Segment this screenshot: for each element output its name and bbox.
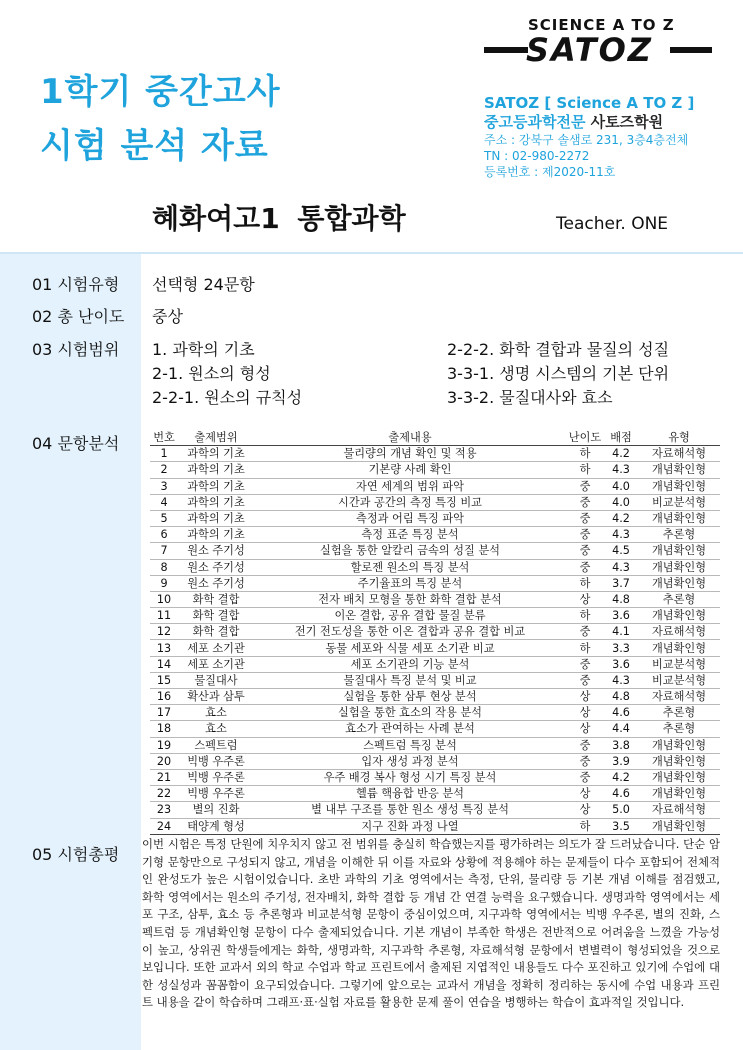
range-item: 2-2-2. 화학 결합과 물질의 성질 — [447, 340, 670, 359]
table-row — [150, 446, 720, 462]
cell-number: 15 — [150, 672, 178, 688]
table-row — [150, 769, 720, 785]
cell-range: 별의 진화 — [178, 802, 254, 818]
cell-range: 확산과 삼투 — [178, 689, 254, 705]
table-row — [150, 737, 720, 753]
cell-difficulty: 중 — [566, 737, 604, 753]
cell-range: 효소 — [178, 721, 254, 737]
cell-difficulty: 중 — [566, 769, 604, 785]
cell-difficulty: 상 — [566, 802, 604, 818]
table-row — [150, 494, 720, 510]
academy-korean-name: 사토즈학원 — [590, 113, 664, 131]
cell-score: 3.7 — [604, 575, 638, 591]
cell-number: 13 — [150, 640, 178, 656]
cell-number: 6 — [150, 527, 178, 543]
cell-range: 과학의 기초 — [178, 478, 254, 494]
cell-score: 4.1 — [604, 624, 638, 640]
cell-score: 3.5 — [604, 818, 638, 834]
cell-range: 빅뱅 우주론 — [178, 786, 254, 802]
academy-tagline — [484, 112, 694, 132]
logo-right-bar — [670, 47, 712, 53]
table-row — [150, 591, 720, 607]
cell-score: 4.3 — [604, 462, 638, 478]
cell-type: 개념확인형 — [638, 640, 720, 656]
cell-score: 4.6 — [604, 786, 638, 802]
cell-type: 개념확인형 — [638, 462, 720, 478]
cell-number: 8 — [150, 559, 178, 575]
cell-score: 3.6 — [604, 608, 638, 624]
cell-number: 1 — [150, 446, 178, 462]
cell-range: 물질대사 — [178, 672, 254, 688]
table-row — [150, 575, 720, 591]
cell-content: 시간과 공간의 측정 특징 비교 — [254, 494, 566, 510]
cell-range: 빅뱅 우주론 — [178, 769, 254, 785]
cell-difficulty: 상 — [566, 721, 604, 737]
cell-type: 개념확인형 — [638, 769, 720, 785]
academy-info — [484, 94, 694, 180]
cell-range: 과학의 기초 — [178, 510, 254, 526]
cell-difficulty: 중 — [566, 510, 604, 526]
title-line2: 시험 분석 자료 — [40, 126, 269, 166]
cell-content: 세포 소기관의 기능 분석 — [254, 656, 566, 672]
cell-number: 2 — [150, 462, 178, 478]
cell-range: 스펙트럼 — [178, 737, 254, 753]
cell-content: 물질대사 특징 분석 및 비교 — [254, 672, 566, 688]
cell-number: 24 — [150, 818, 178, 834]
cell-score: 4.3 — [604, 672, 638, 688]
cell-type: 개념확인형 — [638, 818, 720, 834]
cell-content: 이온 결합, 공유 결합 물질 분류 — [254, 608, 566, 624]
table-row — [150, 624, 720, 640]
cell-range: 빅뱅 우주론 — [178, 753, 254, 769]
cell-score: 4.4 — [604, 721, 638, 737]
academy-registration: 등록번호 : 제2020-11호 — [484, 165, 616, 179]
cell-content: 기본량 사례 확인 — [254, 462, 566, 478]
cell-score: 3.9 — [604, 753, 638, 769]
table-row — [150, 672, 720, 688]
cell-difficulty: 중 — [566, 543, 604, 559]
cell-range: 화학 결합 — [178, 624, 254, 640]
cell-difficulty: 중 — [566, 624, 604, 640]
col-header-content: 출제내용 — [254, 430, 566, 446]
cell-range: 효소 — [178, 705, 254, 721]
academy-name: SATOZ [ Science A TO Z ] — [484, 94, 695, 112]
section-label-type: 01 시험유형 — [32, 275, 120, 294]
cell-score: 4.8 — [604, 591, 638, 607]
cell-content: 실험을 통한 효소의 작용 분석 — [254, 705, 566, 721]
table-row — [150, 543, 720, 559]
cell-difficulty: 하 — [566, 640, 604, 656]
exam-type-value: 선택형 24문항 — [152, 275, 255, 294]
table-row — [150, 640, 720, 656]
cell-type: 비교분석형 — [638, 656, 720, 672]
cell-score: 4.5 — [604, 543, 638, 559]
cell-content: 실험을 통한 삼투 현상 분석 — [254, 689, 566, 705]
cell-type: 추론형 — [638, 527, 720, 543]
cell-range: 과학의 기초 — [178, 446, 254, 462]
cell-score: 4.2 — [604, 446, 638, 462]
cell-score: 3.6 — [604, 656, 638, 672]
cell-difficulty: 중 — [566, 559, 604, 575]
cell-number: 17 — [150, 705, 178, 721]
table-row — [150, 559, 720, 575]
academy-address: 주소 : 강북구 솔샘로 231, 3층4층전체 — [484, 133, 689, 147]
cell-number: 10 — [150, 591, 178, 607]
cell-range: 과학의 기초 — [178, 462, 254, 478]
table-row — [150, 753, 720, 769]
cell-content: 우주 배경 복사 형성 시기 특징 분석 — [254, 769, 566, 785]
cell-content: 할로젠 원소의 특징 분석 — [254, 559, 566, 575]
cell-score: 4.3 — [604, 559, 638, 575]
cell-type: 개념확인형 — [638, 510, 720, 526]
cell-difficulty: 중 — [566, 478, 604, 494]
cell-number: 4 — [150, 494, 178, 510]
cell-type: 개념확인형 — [638, 753, 720, 769]
table-row — [150, 656, 720, 672]
cell-difficulty: 하 — [566, 818, 604, 834]
cell-type: 자료해석형 — [638, 802, 720, 818]
cell-number: 18 — [150, 721, 178, 737]
col-header-score: 배점 — [604, 430, 638, 446]
cell-score: 4.0 — [604, 494, 638, 510]
cell-difficulty: 중 — [566, 494, 604, 510]
satoz-logo — [484, 33, 712, 69]
cell-range: 원소 주기성 — [178, 559, 254, 575]
cell-number: 11 — [150, 608, 178, 624]
cell-score: 4.0 — [604, 478, 638, 494]
col-header-range: 출제범위 — [178, 430, 254, 446]
table-row — [150, 510, 720, 526]
table-row — [150, 608, 720, 624]
title-line1: 1학기 중간고사 — [40, 72, 281, 112]
cell-range: 과학의 기초 — [178, 494, 254, 510]
cell-score: 4.2 — [604, 769, 638, 785]
cell-type: 자료해석형 — [638, 624, 720, 640]
cell-content: 스펙트럼 특징 분석 — [254, 737, 566, 753]
left-sidebar-band — [0, 252, 141, 1050]
brand-tagline: SCIENCE A TO Z — [528, 16, 675, 34]
range-item: 1. 과학의 기초 — [152, 340, 255, 359]
cell-number: 21 — [150, 769, 178, 785]
cell-content: 실험을 통한 알칼리 금속의 성질 분석 — [254, 543, 566, 559]
cell-number: 5 — [150, 510, 178, 526]
divider-line — [0, 252, 743, 254]
col-header-difficulty: 난이도 — [566, 430, 604, 446]
cell-number: 12 — [150, 624, 178, 640]
table-row — [150, 478, 720, 494]
cell-range: 원소 주기성 — [178, 543, 254, 559]
section-label-difficulty: 02 총 난이도 — [32, 307, 125, 326]
range-item: 2-2-1. 원소의 규칙성 — [152, 388, 303, 407]
logo-text: SATOZ — [526, 31, 653, 69]
cell-difficulty: 하 — [566, 462, 604, 478]
cell-type: 추론형 — [638, 591, 720, 607]
cell-score: 3.8 — [604, 737, 638, 753]
question-analysis-table — [150, 430, 720, 835]
cell-type: 비교분석형 — [638, 672, 720, 688]
cell-difficulty: 상 — [566, 591, 604, 607]
cell-type: 비교분석형 — [638, 494, 720, 510]
table-row — [150, 721, 720, 737]
range-item: 3-3-1. 생명 시스템의 기본 단위 — [447, 364, 670, 383]
cell-type: 개념확인형 — [638, 737, 720, 753]
table-row — [150, 705, 720, 721]
cell-type: 개념확인형 — [638, 559, 720, 575]
table-header-row — [150, 430, 720, 446]
cell-number: 3 — [150, 478, 178, 494]
cell-type: 개념확인형 — [638, 543, 720, 559]
cell-difficulty: 중 — [566, 656, 604, 672]
cell-content: 전자 배치 모형을 통한 화학 결합 분석 — [254, 591, 566, 607]
cell-range: 세포 소기관 — [178, 640, 254, 656]
teacher-name: Teacher. ONE — [556, 214, 669, 234]
school-subject-title: 혜화여고1 통합과학 — [152, 202, 406, 235]
cell-content: 자연 세계의 범위 파악 — [254, 478, 566, 494]
cell-content: 측정 표준 특징 분석 — [254, 527, 566, 543]
exam-summary-text: 이번 시험은 특정 단원에 치우치지 않고 전 범위를 충실히 학습했는지를 평가하려는 의도가 잘 드러났습니다. 단순 암기형 문항만으로 구성되지 않고, 개념을 이해한 뒤 이를 자료와 상황에 적용해야 하는 문제들이 다수 포함되어 전체적인 완성도가 높은 시험이었습니다. 초반 과학의 기초 영역에서는 측정, 단위, 물리량 등 기본 개념 이해를 점검했고, 화학 영역에서는 원소의 주기성, 전자배치, 화학 결합 등 개념 간 연결 능력을 요구했습니다. 생명과학 영역에서는 세포 구조, 삼투, 효소 등 추론형과 비교분석형 문항이 중심이었으며, 지구과학 영역에서는 빅뱅 우주론, 별의 진화, 스펙트럼 등 개념확인형 문항이 다수 출제되었습니다. 기본 개념이 부족한 학생은 전반적으로 어려움을 느꼈을 가능성이 높고, 상위권 학생들에게는 화학, 생명과학, 지구과학 추론형, 자료해석형 문항에서 변별력이 형성되었을 것으로 보입니다. 또한 교과서 외의 학교 수업과 학교 프린트에서 출제된 지엽적인 내용들도 다수 포진하고 있기에 수업에 대한 성실성과 꼼꼼함이 요구되었습니다. 그렇기에 앞으로는 교과서 개념을 정확히 정리하는 동시에 수업 내용과 프린트 내용을 같이 학습하며 그래프·표·실험 자료를 활용한 문제 풀이 연습을 병행하는 학습이 효과적일 것입니다. — [142, 837, 720, 1010]
cell-content: 헬륨 핵융합 반응 분석 — [254, 786, 566, 802]
cell-content: 지구 진화 과정 나열 — [254, 818, 566, 834]
range-item: 2-1. 원소의 형성 — [152, 364, 271, 383]
cell-content: 입자 생성 과정 분석 — [254, 753, 566, 769]
cell-difficulty: 중 — [566, 753, 604, 769]
cell-content: 별 내부 구조를 통한 원소 생성 특징 분석 — [254, 802, 566, 818]
cell-number: 16 — [150, 689, 178, 705]
cell-range: 태양계 형성 — [178, 818, 254, 834]
cell-content: 물리량의 개념 확인 및 적용 — [254, 446, 566, 462]
cell-type: 자료해석형 — [638, 689, 720, 705]
cell-content: 효소가 관여하는 사례 분석 — [254, 721, 566, 737]
cell-number: 22 — [150, 786, 178, 802]
cell-difficulty: 중 — [566, 672, 604, 688]
cell-number: 23 — [150, 802, 178, 818]
cell-range: 세포 소기관 — [178, 656, 254, 672]
cell-score: 4.3 — [604, 527, 638, 543]
cell-content: 측정과 어림 특징 파악 — [254, 510, 566, 526]
cell-content: 동물 세포와 식물 세포 소기관 비교 — [254, 640, 566, 656]
academy-category: 중고등과학전문 — [484, 113, 586, 131]
cell-number: 20 — [150, 753, 178, 769]
cell-difficulty: 하 — [566, 575, 604, 591]
cell-type: 추론형 — [638, 705, 720, 721]
cell-type: 자료해석형 — [638, 446, 720, 462]
cell-score: 4.8 — [604, 689, 638, 705]
cell-difficulty: 상 — [566, 786, 604, 802]
cell-number: 14 — [150, 656, 178, 672]
cell-difficulty: 하 — [566, 608, 604, 624]
table-row — [150, 818, 720, 834]
cell-range: 화학 결합 — [178, 591, 254, 607]
section-label-range: 03 시험범위 — [32, 340, 120, 359]
cell-type: 개념확인형 — [638, 786, 720, 802]
table-row — [150, 802, 720, 818]
cell-score: 3.3 — [604, 640, 638, 656]
cell-difficulty: 상 — [566, 689, 604, 705]
range-item: 3-3-2. 물질대사와 효소 — [447, 388, 613, 407]
cell-type: 개념확인형 — [638, 478, 720, 494]
cell-range: 과학의 기초 — [178, 527, 254, 543]
col-header-type: 유형 — [638, 430, 720, 446]
section-label-analysis: 04 문항분석 — [32, 434, 120, 453]
cell-range: 화학 결합 — [178, 608, 254, 624]
cell-type: 개념확인형 — [638, 575, 720, 591]
cell-difficulty: 중 — [566, 527, 604, 543]
cell-score: 5.0 — [604, 802, 638, 818]
cell-score: 4.6 — [604, 705, 638, 721]
cell-number: 19 — [150, 737, 178, 753]
table-row — [150, 527, 720, 543]
cell-difficulty: 상 — [566, 705, 604, 721]
cell-number: 9 — [150, 575, 178, 591]
cell-difficulty: 하 — [566, 446, 604, 462]
section-label-summary: 05 시험총평 — [32, 845, 120, 864]
col-header-number: 번호 — [150, 430, 178, 446]
cell-content: 주기율표의 특징 분석 — [254, 575, 566, 591]
cell-type: 개념확인형 — [638, 608, 720, 624]
table-row — [150, 689, 720, 705]
table-row — [150, 462, 720, 478]
cell-content: 전기 전도성을 통한 이온 결합과 공유 결합 비교 — [254, 624, 566, 640]
cell-score: 4.2 — [604, 510, 638, 526]
difficulty-value: 중상 — [152, 307, 183, 326]
cell-type: 추론형 — [638, 721, 720, 737]
academy-tel: TN : 02-980-2272 — [484, 149, 590, 163]
cell-range: 원소 주기성 — [178, 575, 254, 591]
cell-number: 7 — [150, 543, 178, 559]
table-row — [150, 786, 720, 802]
logo-left-bar — [484, 47, 528, 53]
